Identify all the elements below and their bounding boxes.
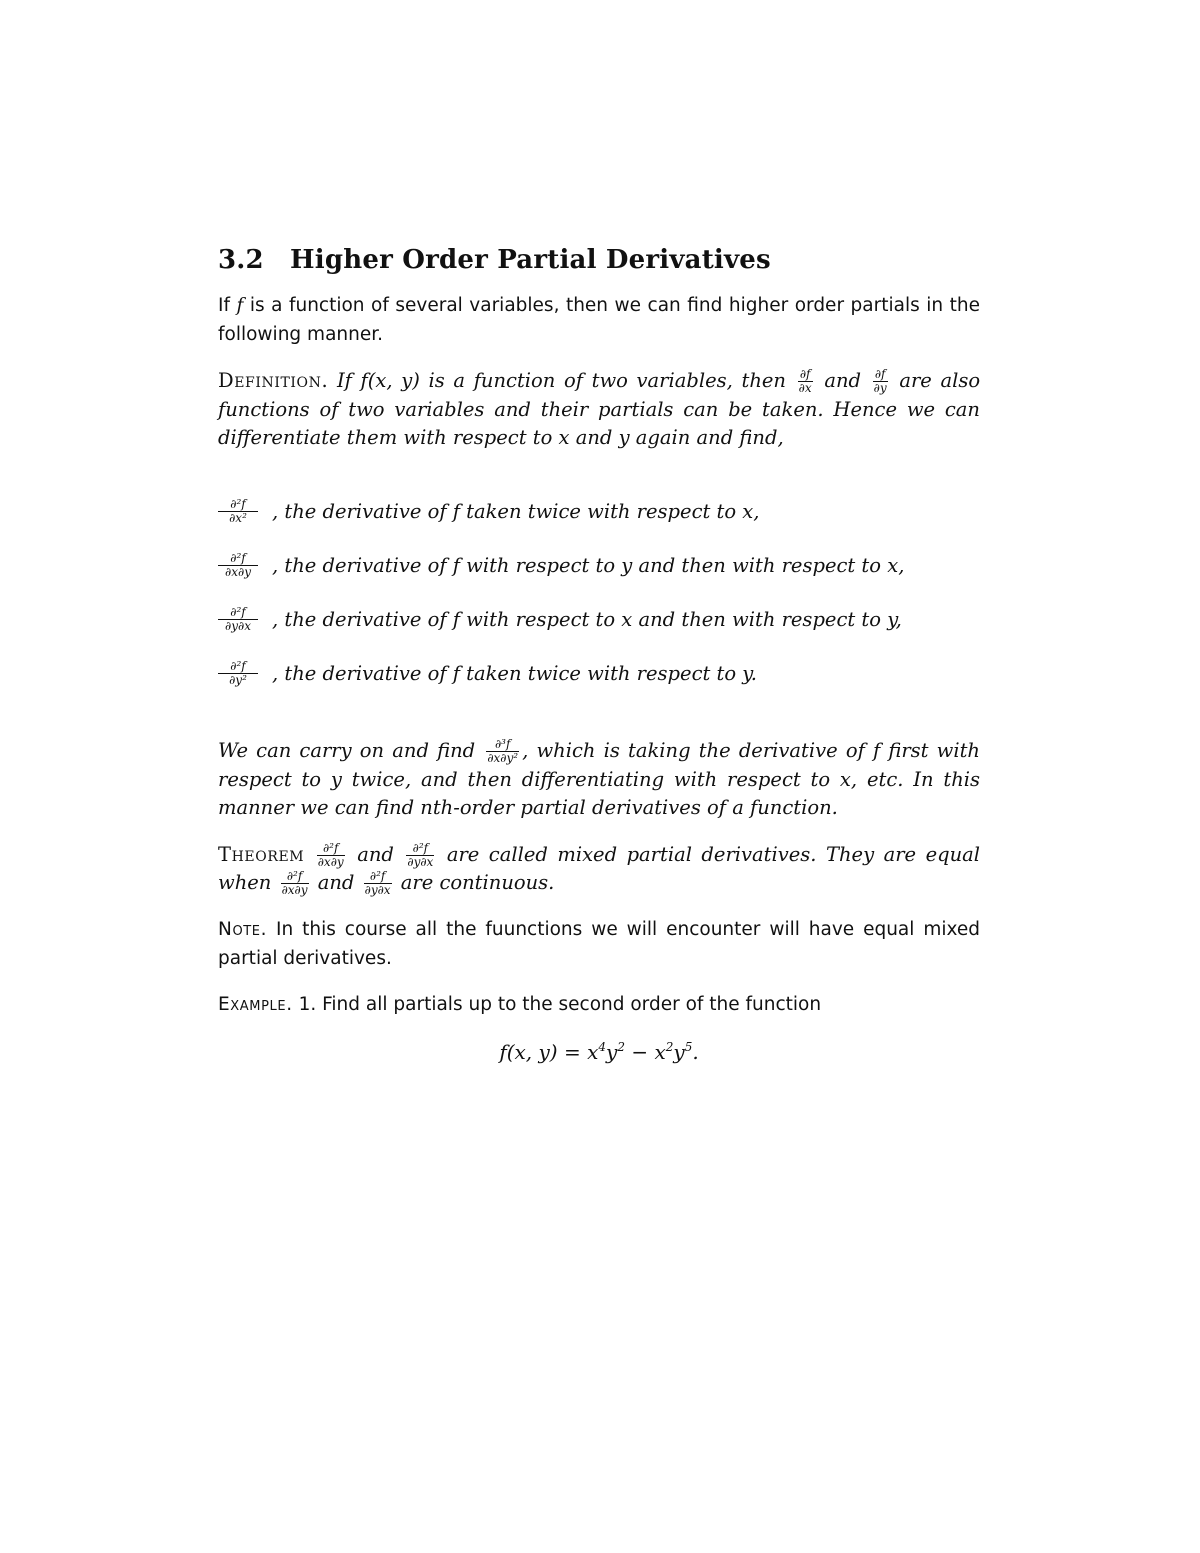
derivative-list [218,485,980,701]
list-item: $\frac{\text{∂²f}}{\partial y\partial x}$ , the derivative of f with respect to x and then with respect to y, [218,593,980,647]
list-item: $\frac{\text{∂²f}}{\text{∂x²}}$ , the derivative of f taken twice with respect to x, [218,485,980,539]
intro-paragraph: If f is a function of several variables, then we can find higher order partials in the following manner. [218,295,980,345]
fraction: $\frac{\text{∂²f}}{\partial x\partial y}$ [317,840,344,869]
document-body [218,242,980,1066]
theorem-label: Theorem [218,842,305,866]
fraction: $\frac{\text{∂²f}}{\text{∂y²}}$ [218,660,258,687]
fraction: $\frac{\text{∂²f}}{\partial x\partial y}$ [218,552,258,579]
fraction: $\frac{\text{∂²f}}{\partial x\partial y}$ [281,869,308,898]
fraction: $\frac{\text{∂³f}}{\text{∂x∂y²}}$ [487,736,519,765]
note-label: Note. [218,918,268,940]
example-paragraph: Example. 1. Find all partials up to the second order of the function [218,994,822,1016]
definition-paragraph: Definition. If f(x, y) is a function of two variables, then $\frac{\partial f}{\partial x}$ and $\frac{\partial f}{\partial y}$ are also functions of two variables and their partials can be taken. Hence we can differentiate them with respect to x and y again and find, [218,367,981,450]
fraction: $\frac{\partial f}{\partial y}$ [873,367,887,396]
section-number: 3.2 [218,245,264,275]
fraction: $\frac{\text{∂²f}}{\partial y\partial x}$ [218,606,258,633]
section-title: Higher Order Partial Derivatives [290,245,771,275]
carry-on-paragraph: We can carry on and find $\frac{\text{∂³f}}{\text{∂x∂y²}}$ , which is taking the derivative of f first with respect to y twice, and then differentiating with respect to x, etc. In this manner we can find nth-order partial derivatives of a function. [218,736,980,820]
section-heading [218,242,980,278]
theorem-paragraph: Theorem $\frac{\text{∂²f}}{\partial x\partial y}$ and $\frac{\text{∂²f}}{\partial y\partial x}$ are called mixed partial derivatives. They are equal when $\frac{\text{∂²f}}{\partial x\partial y}$ and $\frac{\text{∂²f}}{\partial y\partial x}$ are continuous. [218,840,981,898]
definition-label: Definition. [218,369,329,393]
fraction: $\frac{\partial f}{\partial x}$ [798,367,812,396]
example-label: Example. [218,994,293,1016]
list-item: $\frac{\text{∂²f}}{\text{∂y²}}$ , the derivative of f taken twice with respect to y. [218,647,980,701]
fraction: $\frac{\text{∂²f}}{\text{∂x²}}$ [218,498,258,525]
fraction: $\frac{\text{∂²f}}{\partial y\partial x}$ [364,869,391,898]
fraction: $\frac{\text{∂²f}}{\partial y\partial x}$ [407,840,434,869]
list-item: $\frac{\text{∂²f}}{\partial x\partial y}$ , the derivative of f with respect to y and then with respect to x, [218,539,980,593]
note-paragraph: Note. In this course all the fuunctions we will encounter will have equal mixed partial derivatives. [218,918,980,969]
display-equation: f(x, $y) = x^4y^2 - x^2y^5$. [499,1039,699,1064]
